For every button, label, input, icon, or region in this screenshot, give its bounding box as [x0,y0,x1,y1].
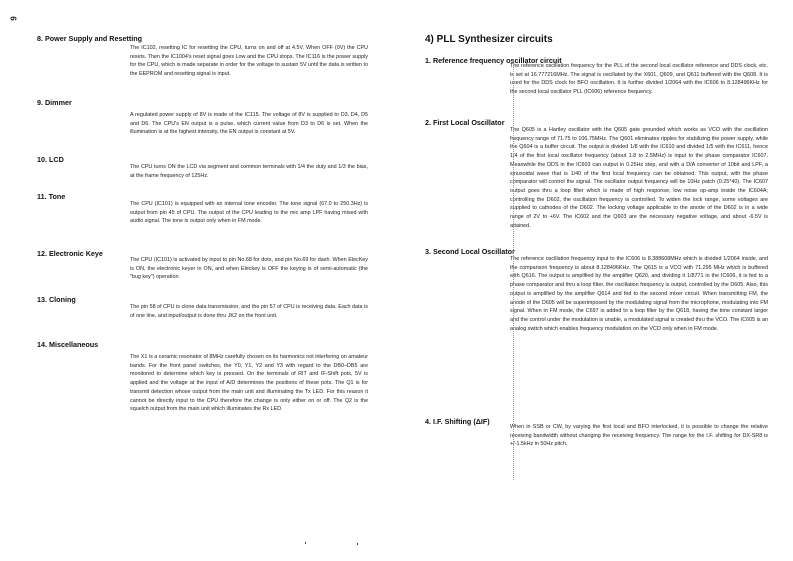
section-body-miscellaneous: The X1 is a ceramic resonator of 8MHz carefully chosen on its harmonics not interfering on amateur bands. For the front panel switches, the Y0, Y1, Y2 and Y3 with regard to the DB0–DB5 are monitored to determine which key is pressed. On the terminals of RIT and IF-Shift pots, 5V is applied and the voltage at the input of A/D determines the positions of these pots. The Q1 is for transmit detection whose output from the main unit and illuminating the Tx LED. For this reason it cannot be directly input to the CPU therefore the change is only either on or off. The Q2 is the squelch output from the main unit which illuminates the Rx LED. [130,354,368,413]
section-title-dimmer: 9. Dimmer [37,98,72,107]
section-title-reference-oscillator: 1. Reference frequency oscillator circuit [425,56,562,65]
chapter-title: 4) PLL Synthesizer circuits [425,34,553,45]
section-title-lcd: 10. LCD [37,155,64,164]
section-body-reference-oscillator: The reference oscillation frequency for the PLL of the second local oscillator reference and DDS clock, etc. is set at 16.777216MHz. The signal is oscillated by the X601, Q609, and Q611 buffered with the Q608. It is used for the DDS clock for BFO oscillation. It is further divided 1/2064 with the IC606 to 8.128496KHz for the second local oscillator PLL (IC606) reference frequency. [510,63,768,96]
section-body-if-shifting: When in SSB or CW, by varying the first local and BFO interlocked, it is possible to change the relative receiving bandwidth without changing the receiving frequency. The range for the I.F. shifting for DX-SR8 is +/-1.5kHz in 50Hz pitch. [510,424,768,448]
section-title-electronic-keyer: 12. Electronic Keye [37,249,103,258]
section-title-if-shifting: 4. I.F. Shifting (ΔIF) [425,417,490,426]
section-body-second-local-oscillator: The reference oscillation frequency input to the IC606 is 8.388608MHz which is divided 1/2064 inside, and the comparison frequency is about 8.128496KHz. The Q615 is a VCO with 71.295 MHz which is buffered with Q616. The output is amplified by the amplifier Q620, and dividing it 1/8771 in the IC606, it is fed to a phase comparator and thru a loop filter, the oscillation frequency is output, controlled by the D605. Also, this output is amplified by the amplifier Q614 and fed to the second mixer circuit. When transmitting FM, the anode of the D605 will be superimposed by the modulating signal from the microphone, modulating into FM signal. When in FM mode, the C697 is added to a loop filter by the Q618, having the time constant larger and the control under the modulation is unable, a modulated signal is created thru the VCO. The IC605 is an analog switch which enables frequency modulation on the VCO only when in FM mode. [510,256,768,332]
section-body-electronic-keyer: The CPU (IC101) is activated by input to pin No.68 for dots, and pin No.69 for dash. When ElecKey is ON, the electronic keyer in ON, and when Eleckey is OFF the keying is of semi-automatic (the "bug key") operation. [130,257,368,281]
section-body-lcd: The CPU turns ON the LCD via segment and common terminals with 1/4 the duty and 1/3 the bias, at the frame frequency of 125Hz. [130,164,368,179]
section-body-tone: The CPU (IC101) is equipped with an internal tone encoder. The tone signal (67.0 to 250.3Hz) is output from pin 45 of CPU. The output of the CPU leading to the mic amp LPF having mixed with audio signal. The tone is output only when in FM mode. [130,201,368,225]
section-title-first-local-oscillator: 2. First Local Oscillator [425,118,505,127]
section-body-cloning: The pin 58 of CPU is clone data transmission, and the pin 57 of CPU is receiving data. Each data is of one line, and input/output is done thru JK2 on the front unit. [130,304,368,319]
section-title-power-supply: 8. Power Supply and Resetting [37,34,143,43]
section-body-first-local-oscillator: The Q605 is a Hartley oscillator with the Q605 gate grounded which works as VCO with the oscillation frequency range of 71.75 to 106.75MHz. The Q601 eliminates ripples for stabilizing the power supply, while the Q604 is a buffer circuit. The output is divided 1/8 with the IC610 and divided 1/5 with the IC611, hence 1/4 of the first local oscillator frequency (about 1.8 to 2.5MHz) is input to the phase comparator IC607. Meanwhile the DDS in the IC603 can output in 0.25Hz step, and with a D/A converter of 10bit and LPF, a sinusoidal wave that is 1/40 of the first local frequency can be obtained. This output, with the phase comparator will control the signal. The oscillator output frequency will be 10Hz patch (0.25*40). The IC607 output goes thru a loop filter which is made of high response, low noise op-amp inside the IC604A; controlling the D602, the oscillation frequency is controlled. To widen the lock range, some voltages are supplied to cathodes of the D602. The locking voltage applicable to the anode of the D602 is in a wide range of 2V to +6V. The IC602 and the Q603 are the necessary negative voltage, and about -6.5V is attained. [510,127,768,229]
section-title-second-local-oscillator: 3. Second Local Oscillator [425,247,515,256]
page-number: 9 [9,16,19,21]
section-body-dimmer: A regulated power supply of 8V is made of the IC115. The voltage of 8V is supplied to D3, D4, D5 and D6. The CPU's EN output is a pulse, which current value from D3 to D6 is set. When the illumination is at the highest intensity, the EN output is constant at 5V. [130,112,368,136]
column-divider [513,60,514,480]
section-title-cloning: 13. Cloning [37,295,76,304]
scan-mark [305,542,306,544]
section-title-miscellaneous: 14. Miscellaneous [37,340,99,349]
section-title-tone: 11. Tone [37,192,66,201]
section-body-power-supply: The IC102, resetting IC for resetting the CPU, turns on and off at 4.5V. When OFF (0V) the CPU resets. Then the IC1004's reset signal goes Low and the CPU stops. The IC116 is the power supply for the CPU, which is made separate in order for the voltage to sustain 5V until the data is written to the EEPROM and resetting signal is input. [130,45,368,78]
scan-mark [357,543,358,545]
